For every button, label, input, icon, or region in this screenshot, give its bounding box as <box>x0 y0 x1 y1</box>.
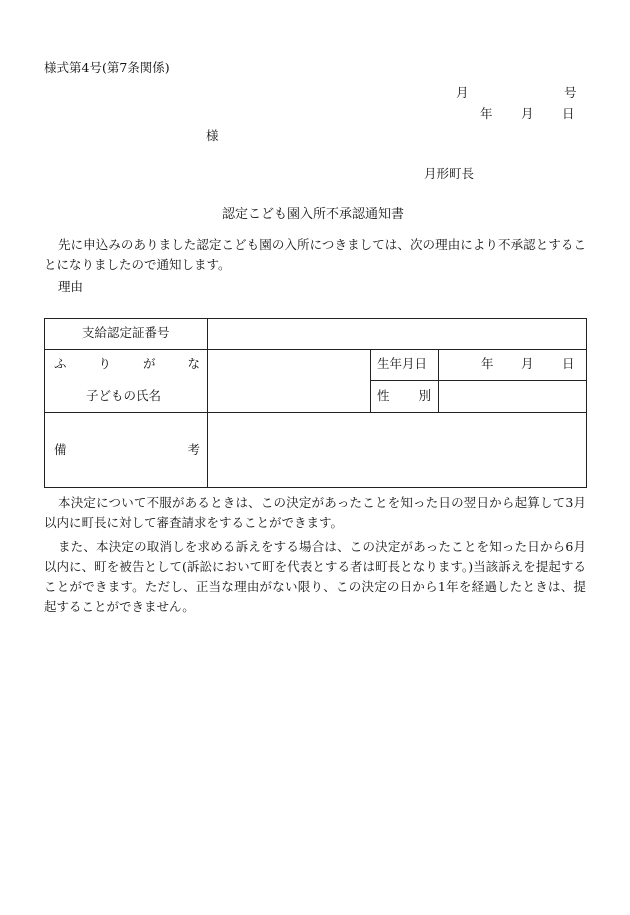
gender-field[interactable] <box>439 382 585 411</box>
reason-label: 理由 <box>58 279 84 294</box>
reference-month: 月 <box>456 85 469 100</box>
date-day: 日 <box>562 106 575 121</box>
form-number: 様式第4号(第7条関係) <box>44 60 170 75</box>
cert-number-label: 支給認定証番号 <box>82 325 170 340</box>
remarks-field[interactable] <box>208 414 585 486</box>
remarks-label: 備 考 <box>54 442 200 457</box>
birth-year-unit: 年 <box>481 356 494 371</box>
birthdate-label: 生年月日 <box>377 356 428 371</box>
gender-label: 性 別 <box>377 388 431 403</box>
child-name-label: 子どもの氏名 <box>86 388 162 403</box>
birth-day-unit: 日 <box>562 356 575 371</box>
intro-paragraph: 先に申込みのありました認定こども園の入所につきましては、次の理由により不承認とすることになりましたので通知します。 <box>44 237 586 272</box>
reference-number: 号 <box>564 85 577 100</box>
birth-month-unit: 月 <box>521 356 534 371</box>
sender-name: 月形町長 <box>424 166 475 181</box>
date-year: 年 <box>480 106 493 121</box>
appeal-notice: 本決定について不服があるときは、この決定があったことを知った日の翌日から起算して3月以内に町長に対して審査請求をすることができます。 <box>44 495 586 530</box>
child-name-field[interactable] <box>208 351 369 411</box>
addressee-honorific: 様 <box>206 128 219 143</box>
furigana-label: ふ り が な <box>54 356 200 371</box>
document-title: 認定こども園入所不承認通知書 <box>222 207 405 222</box>
lawsuit-notice: また、本決定の取消しを求める訴えをする場合は、この決定があったことを知った日から6月以内に、町を被告として(訴訟において町を代表とする者は町長となります。)当該訴えを提起することができます。ただし、正当な理由がない限り、この決定の日から1年を経過したときは、提起することができません。 <box>44 539 586 614</box>
date-month: 月 <box>521 106 534 121</box>
cert-number-field[interactable] <box>208 320 585 348</box>
